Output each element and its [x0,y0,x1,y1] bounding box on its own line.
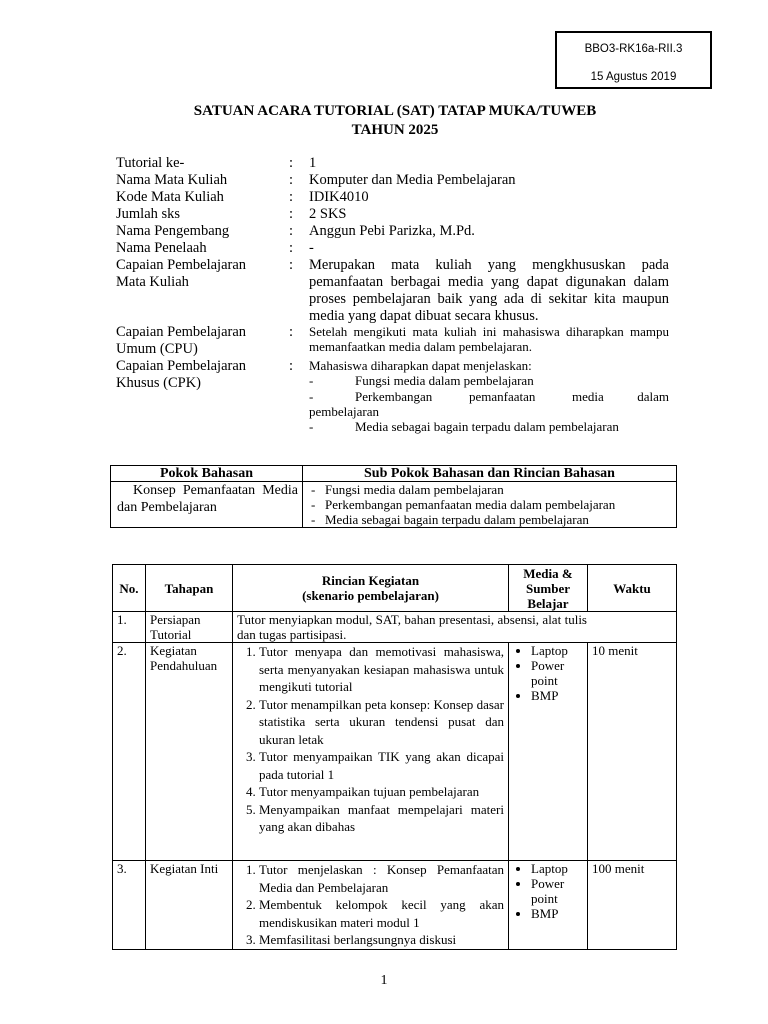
cpk-intro: Mahasiswa diharapkan dapat menjelaskan: [309,358,532,373]
topic-sub-cell [303,482,677,528]
nama-mk-value: Komputer dan Media Pembelajaran [309,172,516,188]
cpk-item-1: - Fungsi media dalam pembelajaran [309,373,534,388]
header-no: No. [113,565,146,612]
colon: : [289,172,294,188]
row-tahapan: Kegiatan Inti [146,861,233,950]
colon: : [289,223,294,239]
topic-table [110,465,677,528]
list-item: • Power point [531,658,583,688]
topic-col-sub-header: Sub Pokok Bahasan dan Rincian Bahasan [303,466,677,482]
document-code-box [555,31,712,89]
tutorial-label: Tutorial ke- [116,155,185,171]
colon: : [289,206,294,222]
colon: : [289,358,294,374]
header-media: Media & Sumber Belajar [509,565,588,612]
page-title: SATUAN ACARA TUTORIAL (SAT) TATAP MUKA/TUWEB [193,103,597,119]
row-tahapan: Kegiatan Pendahuluan [146,643,233,861]
topic-pokok-cell: Konsep Pemanfaatan Media dan Pembelajaran [111,482,303,528]
sks-label: Jumlah sks [116,206,181,222]
list-item: 1. Tutor menyapa dan memotivasi mahasiswa, serta menyanyakan kesiapan mahasiswa untuk mengikuti tutorial [259,643,504,696]
page-number: 1 [380,973,388,988]
cpu-value: Setelah mengikuti mata kuliah ini mahasiswa diharapkan mampu memanfaatkan media dalam pembelajaran. [309,324,669,354]
course-info [116,155,676,440]
row-media [509,861,588,950]
table-row [113,861,677,950]
topic-sub-item: - Fungsi media dalam pembelajaran [311,482,504,497]
cpk-label: Capaian Pembelajaran Khusus (CPK) [116,358,247,391]
header-waktu: Waktu [588,565,677,612]
row-no: 2. [113,643,146,861]
topic-sub-item: - Media sebagai bagain terpadu dalam pembelajaran [311,512,589,527]
row-no: 3. [113,861,146,950]
cpu-label: Capaian Pembelajaran Umum (CPU) [116,324,247,357]
list-item: 4. Tutor menyampaikan tujuan pembelajaran [259,783,504,801]
list-item: • BMP [531,688,583,703]
penelaah-label: Nama Penelaah [116,240,207,256]
kode-mk-label: Kode Mata Kuliah [116,189,224,205]
page-subtitle: TAHUN 2025 [351,122,439,138]
row-tahapan: Persiapan Tutorial [146,612,233,643]
row-rincian: Tutor menyiapkan modul, SAT, bahan presentasi, absensi, alat tulis dan tugas partisipasi. [233,612,677,643]
topic-sub-item: - Perkembangan pemanfaatan media dalam pembelajaran [311,497,616,512]
header-tahapan: Tahapan [146,565,233,612]
cpmk-label: Capaian Pembelajaran Mata Kuliah [116,257,247,290]
list-item: • Laptop [531,643,583,658]
row-rincian [233,643,509,861]
document-date: 15 Agustus 2019 [590,71,677,83]
list-item: 2. Membentuk kelompok kecil yang akan mendiskusikan materi modul 1 [259,896,504,931]
cpk-item-3: - Media sebagai bagain terpadu dalam pembelajaran [309,419,619,434]
table-row [113,612,677,643]
list-item: 5. Menyampaikan manfaat mempelajari materi yang akan dibahas [259,801,504,836]
cpmk-value: Merupakan mata kuliah yang mengkhususkan pada pemanfaatan berbagai media yang dapat digunakan dalam proses pembelajaran baik yang ada di sekitar kita maupun media yang dapat dibuat secara khusus. [309,257,669,324]
row-rincian [233,861,509,950]
row-no: 1. [113,612,146,643]
colon: : [289,189,294,205]
nama-mk-label: Nama Mata Kuliah [116,172,228,188]
kode-mk-value: IDIK4010 [309,189,369,205]
list-item: • BMP [531,906,583,921]
list-item: • Laptop [531,861,583,876]
pengembang-value: Anggun Pebi Parizka, M.Pd. [309,223,475,239]
table-row [113,643,677,861]
list-item: 3. Memfasilitasi berlangsungnya diskusi [259,931,504,949]
list-item: 3. Tutor menyampaikan TIK yang akan dicapai pada tutorial 1 [259,748,504,783]
list-item: 2. Tutor menampilkan peta konsep: Konsep dasar statistika serta ukuran tendensi pusat dan ukuran letak [259,696,504,749]
penelaah-value: - [309,240,314,256]
row-media [509,643,588,861]
colon: : [289,155,294,171]
colon: : [289,257,294,273]
cpk-item-2: - Perkembangan pemanfaatan media dalam pembelajaran [309,389,669,419]
topic-col-pokok-header: Pokok Bahasan [111,466,303,482]
colon: : [289,324,294,340]
pengembang-label: Nama Pengembang [116,223,230,239]
list-item: • Power point [531,876,583,906]
sks-value: 2 SKS [309,206,347,222]
list-item: 1. Tutor menjelaskan : Konsep Pemanfaatan Media dan Pembelajaran [259,861,504,896]
header-rincian: Rincian Kegiatan (skenario pembelajaran) [233,565,509,612]
tutorial-value: 1 [309,155,317,171]
activity-table [112,564,677,950]
row-waktu: 10 menit [588,643,677,861]
colon: : [289,240,294,256]
document-code: BBO3-RK16a-RII.3 [584,43,683,55]
row-waktu: 100 menit [588,861,677,950]
